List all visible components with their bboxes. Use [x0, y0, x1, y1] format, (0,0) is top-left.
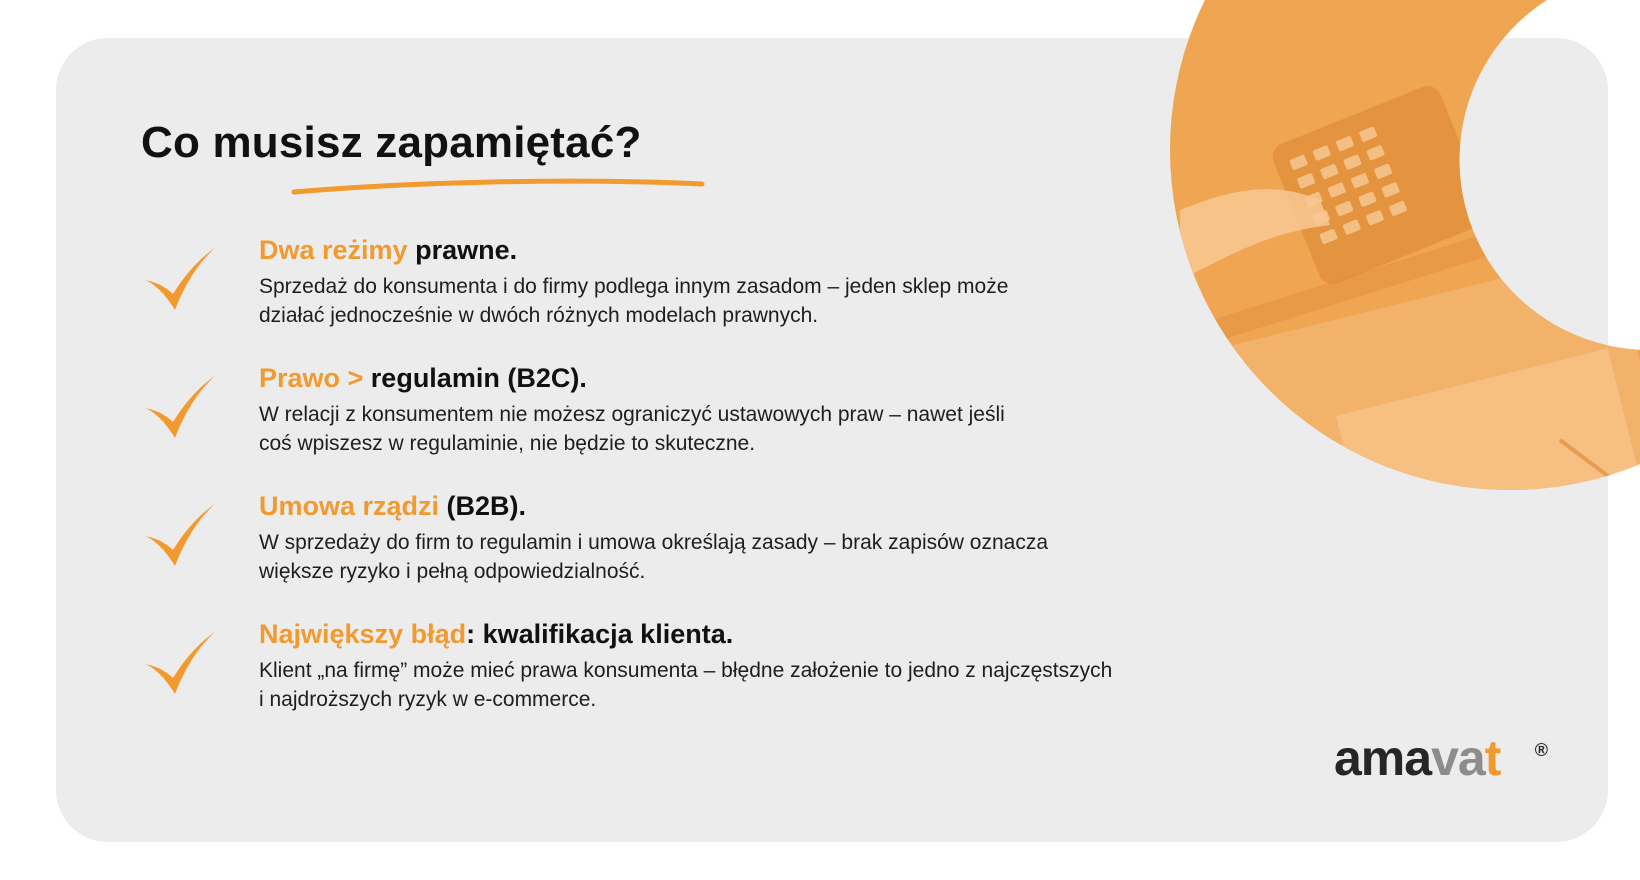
list-item — [141, 360, 1261, 488]
item-heading-rest: : kwalifikacja klienta. — [466, 619, 734, 649]
item-description-line: Sprzedaż do konsumenta i do firmy podlega innym zasadom – jeden sklep może — [259, 275, 1009, 298]
item-description-line: Klient „na firmę” może mieć prawa konsumenta – błędne założenie to jedno z najczęstszych — [259, 659, 1113, 682]
item-heading-rest: regulamin (B2C). — [370, 363, 587, 393]
item-body — [259, 488, 1259, 586]
item-heading-accent: Prawo > — [259, 363, 371, 393]
item-description-line: i najdroższych ryzyk w e-commerce. — [259, 688, 597, 711]
item-description — [259, 656, 1259, 714]
item-description-line: coś wpiszesz w regulaminie, nie będzie to skuteczne. — [259, 432, 756, 455]
item-body — [259, 360, 1259, 458]
item-body — [259, 616, 1259, 714]
registered-mark: ® — [1534, 740, 1548, 760]
key-points-list — [141, 232, 1261, 744]
item-description — [259, 528, 1259, 586]
checkmark-icon — [141, 244, 217, 314]
checkmark-icon — [141, 500, 217, 570]
title-underline-stroke — [290, 172, 706, 198]
item-heading — [259, 360, 1259, 396]
item-description — [259, 272, 1259, 330]
page-title: Co musisz zapamiętać? — [141, 118, 642, 167]
item-heading-accent: Największy błąd — [259, 619, 467, 649]
item-heading — [259, 488, 1259, 524]
item-heading-rest: prawne. — [407, 235, 518, 265]
item-description-line: W sprzedaży do firm to regulamin i umowa określają zasady – brak zapisów oznacza — [259, 531, 1049, 554]
item-description-line: działać jednocześnie w dwóch różnych modelach prawnych. — [259, 304, 819, 327]
item-heading — [259, 232, 1259, 268]
logo-part: va — [1431, 730, 1485, 786]
item-body — [259, 232, 1259, 330]
checkmark-icon — [141, 628, 217, 698]
logo-part: ama — [1334, 730, 1432, 786]
item-description-line: większe ryzyko i pełną odpowiedzialność. — [259, 560, 646, 583]
item-heading-accent: Umowa rządzi — [259, 491, 440, 521]
item-description — [259, 400, 1259, 458]
item-heading-accent: Dwa reżimy — [259, 235, 408, 265]
logo-part: t — [1484, 730, 1501, 786]
item-heading-rest: (B2B). — [439, 491, 527, 521]
amavat-logo — [1334, 728, 1548, 788]
list-item — [141, 488, 1261, 616]
checkmark-icon — [141, 372, 217, 442]
list-item — [141, 232, 1261, 360]
item-heading — [259, 616, 1259, 652]
list-item — [141, 616, 1261, 744]
item-description-line: W relacji z konsumentem nie możesz ograniczyć ustawowych praw – nawet jeśli — [259, 403, 1005, 426]
